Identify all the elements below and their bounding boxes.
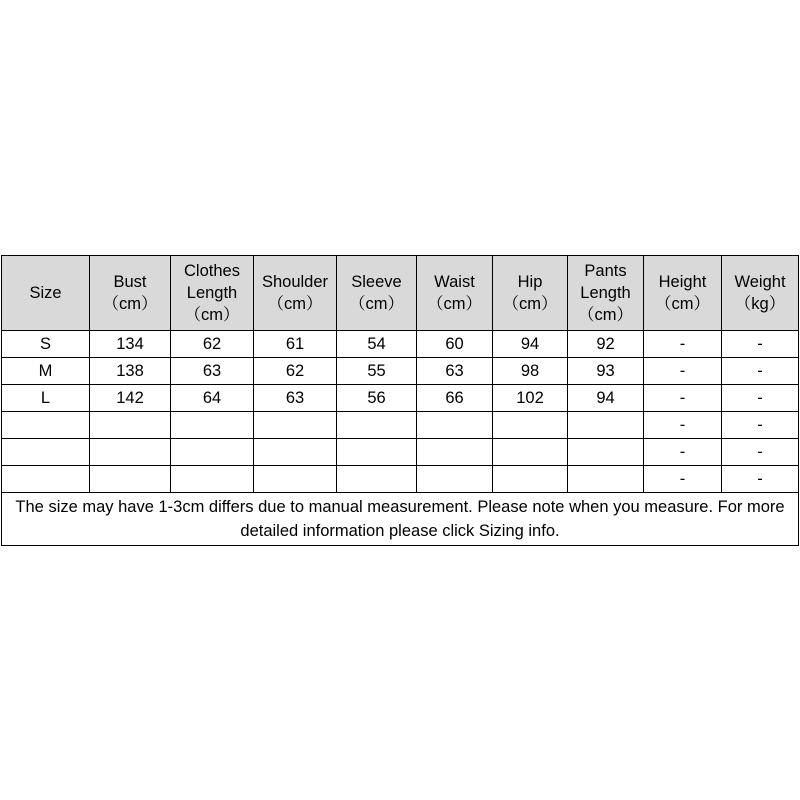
table-cell: [254, 466, 337, 493]
header-unit: （cm）: [349, 295, 404, 313]
table-cell: [90, 466, 171, 493]
table-cell: -: [644, 439, 722, 466]
table-cell: M: [2, 358, 90, 385]
header-label: Pants Length: [580, 262, 631, 302]
table-cell: [417, 466, 493, 493]
header-size: [2, 256, 90, 331]
table-cell: -: [644, 412, 722, 439]
table-cell: 55: [337, 358, 417, 385]
header-label: Sleeve: [351, 273, 402, 291]
table-cell: [2, 466, 90, 493]
table-cell: 93: [568, 358, 644, 385]
header-height: [644, 256, 722, 331]
table-cell: -: [644, 466, 722, 493]
measurement-note: The size may have 1-3cm differs due to manual measurement. Please note when you measure. For more detailed information please click Sizing info.: [2, 493, 799, 546]
table-cell: 102: [493, 385, 568, 412]
table-cell: [417, 439, 493, 466]
table-row: [2, 385, 799, 412]
table-cell: [417, 412, 493, 439]
table-cell: [90, 439, 171, 466]
table-cell: L: [2, 385, 90, 412]
table-cell: [90, 412, 171, 439]
table-row: [2, 466, 799, 493]
table-cell: 54: [337, 331, 417, 358]
table-cell: 63: [171, 358, 254, 385]
table-cell: S: [2, 331, 90, 358]
table-cell: 63: [254, 385, 337, 412]
table-cell: [568, 466, 644, 493]
table-row: [2, 331, 799, 358]
header-pants-length: [568, 256, 644, 331]
table-cell: -: [644, 385, 722, 412]
header-label: Hip: [517, 273, 543, 291]
table-cell: -: [722, 412, 799, 439]
table-cell: 138: [90, 358, 171, 385]
table-cell: 94: [568, 385, 644, 412]
header-unit: （cm）: [102, 295, 158, 313]
table-cell: 56: [337, 385, 417, 412]
table-cell: [171, 439, 254, 466]
header-shoulder: [254, 256, 337, 331]
size-chart-container: [1, 255, 798, 546]
note-row: [2, 493, 799, 546]
table-cell: 63: [417, 358, 493, 385]
table-cell: [568, 439, 644, 466]
table-cell: [337, 412, 417, 439]
table-cell: 92: [568, 331, 644, 358]
table-cell: [493, 466, 568, 493]
table-cell: -: [722, 385, 799, 412]
table-cell: 61: [254, 331, 337, 358]
table-cell: 98: [493, 358, 568, 385]
table-cell: 66: [417, 385, 493, 412]
table-row: [2, 439, 799, 466]
table-cell: [337, 439, 417, 466]
header-unit: （cm）: [655, 295, 710, 313]
table-cell: [493, 439, 568, 466]
table-row: [2, 358, 799, 385]
header-waist: [417, 256, 493, 331]
header-label: Waist: [434, 273, 475, 291]
table-cell: -: [722, 466, 799, 493]
table-cell: [171, 412, 254, 439]
table-cell: -: [644, 331, 722, 358]
header-unit: （cm）: [427, 295, 482, 313]
table-cell: -: [644, 358, 722, 385]
table-cell: 134: [90, 331, 171, 358]
table-cell: 62: [171, 331, 254, 358]
header-label: Shoulder: [261, 273, 329, 291]
header-bust: [90, 256, 171, 331]
header-label: Size: [29, 284, 62, 302]
header-weight: [722, 256, 799, 331]
header-unit: （cm）: [267, 295, 323, 313]
table-cell: 64: [171, 385, 254, 412]
header-unit: （cm）: [184, 306, 240, 324]
table-cell: [2, 412, 90, 439]
table-cell: 142: [90, 385, 171, 412]
table-cell: [254, 439, 337, 466]
table-cell: [493, 412, 568, 439]
table-cell: [171, 466, 254, 493]
header-clothes-length: [171, 256, 254, 331]
header-label: Bust: [113, 273, 147, 291]
table-cell: 62: [254, 358, 337, 385]
header-sleeve: [337, 256, 417, 331]
table-row: [2, 412, 799, 439]
size-chart-table: [1, 255, 799, 546]
header-row: [2, 256, 799, 331]
table-cell: [2, 439, 90, 466]
table-cell: -: [722, 439, 799, 466]
table-cell: -: [722, 331, 799, 358]
table-cell: -: [722, 358, 799, 385]
table-cell: [254, 412, 337, 439]
table-cell: 60: [417, 331, 493, 358]
header-label: Weight: [734, 273, 786, 291]
table-cell: [568, 412, 644, 439]
header-unit: （cm）: [502, 295, 558, 313]
header-unit: （cm）: [578, 306, 633, 324]
table-cell: 94: [493, 331, 568, 358]
table-cell: [337, 466, 417, 493]
header-unit: （kg）: [734, 295, 786, 313]
header-hip: [493, 256, 568, 331]
header-label: Height: [658, 273, 707, 291]
header-label: Clothes Length: [184, 262, 240, 302]
